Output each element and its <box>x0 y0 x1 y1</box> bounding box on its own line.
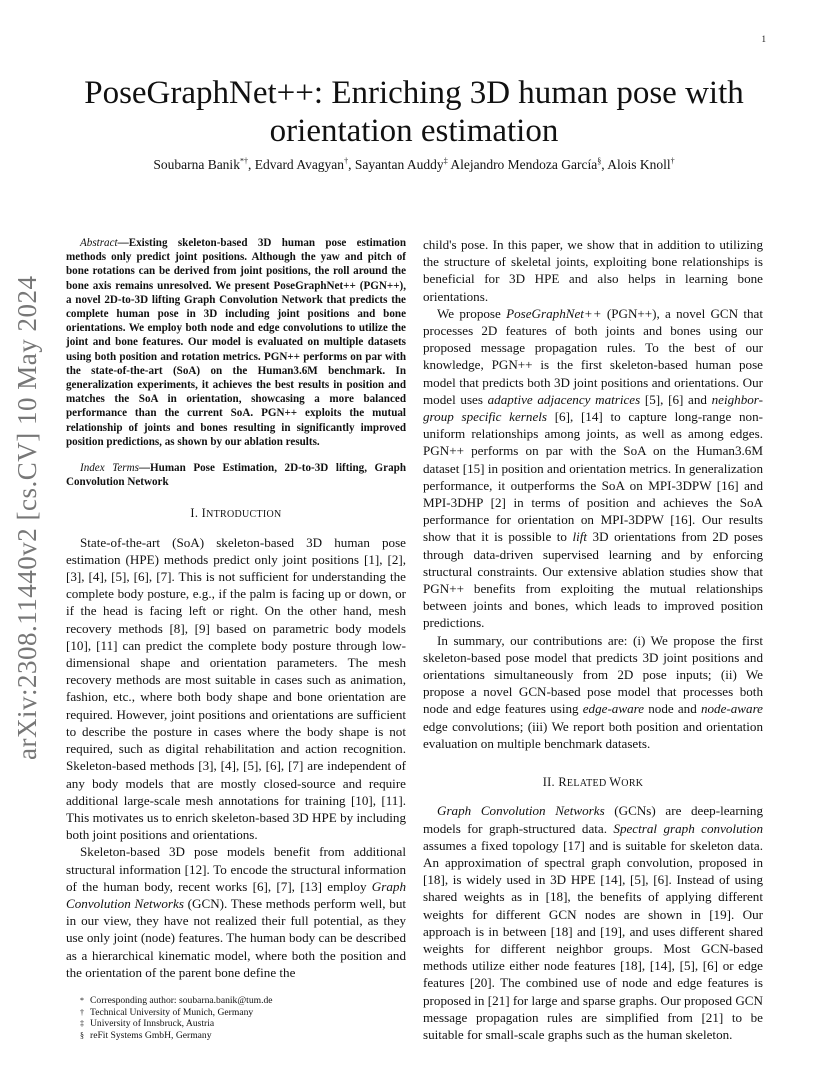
intro-paragraph-1: State-of-the-art (SoA) skeleton-based 3D human pose estimation (HPE) methods predict only joint positions [1], [2], [3], [4], [5], [6], [7]. This is not sufficient for understanding the complete body posture, e.g., if the palm is facing up or down, or if the head is facing left or right. On the other hand, mesh recovery methods [8], [9] based on parametric body models [10], [11] can predict the complete body posture through low-dimensional shape and orientation parameters. The mesh recovery methods are most suitable in cases such as animation, fashion, etc., where both body shape and bone orientation are required. However, joint positions and orientations are sufficient to describe the posture in cases where the body shape is not required, such as digital rehabilitation and action recognition. Skeleton-based methods [3], [4], [5], [6], [7] are independent of any body models that are mostly closed-source and require additional large-scale mesh annotations for training [10], [11]. This motivates us to enrich skeleton-based 3D HPE by including both joint positions and orientations. <box>66 534 406 843</box>
author: Alejandro Mendoza García <box>450 157 598 172</box>
right-paragraph-3: In summary, our contributions are: (i) We propose the first skeleton-based pose model that predicts 3D joint positions and orientations simultaneously from 2D pose inputs; (ii) We propose a novel GCN-based pose model that processes both node and edge features using edge-aware node and node-aware edge convolutions; (iii) We report both position and orientation evaluation on multiple benchmark datasets. <box>423 632 763 751</box>
abstract <box>66 236 406 449</box>
left-column <box>66 236 406 1041</box>
paper-title: PoseGraphNet++: Enriching 3D human pose with orientation estimation <box>84 75 744 149</box>
arxiv-identifier: arXiv:2308.11440v2 [cs.CV] 10 May 2024 <box>12 275 42 760</box>
footnote: * Corresponding author: soubarna.banik@tum.de <box>80 994 273 1006</box>
abstract-label: Abstract <box>80 237 118 249</box>
section-heading-related-work: II. RELATED WORK <box>542 775 644 790</box>
author-mark: *† <box>239 156 248 166</box>
author-mark: † <box>344 156 349 166</box>
author-mark: ‡ <box>443 156 448 166</box>
intro-paragraph-2: Skeleton-based 3D pose models benefit from additional structural information [12]. To encode the structural information of the human body, recent works [6], [7], [13] employ Graph Convolution Networks (GCN). These methods perform well, but in our view, they have not realized their full potential, as they use only joint (node) features. The human body can be described as a hierarchical kinematic model, where both the position and the orientation of the parent bone define the <box>66 844 406 980</box>
related-paragraph-1: Graph Convolution Networks (GCNs) are deep-learning models for graph-structured data. Spectral graph convolution assumes a fixed topology [17] and is suitable for skeleton data. An approximation of spectral graph convolution, proposed in [18], is widely used in 3D HPE [14], [5], [6]. Instead of using shared weights as in [18], the benefits of applying different weights for different GCN nodes are shown in [19]. Our approach is in between [18] and [19], and uses different shared weights for different neighbor groups. Most GCN-based methods utilize either node features [18], [14], [5], [6] or edge features [20]. The combined use of node and edge features is proposed in [21] for large and sparse graphs. Our proposed GCN message propagation rules are simplified from [21] to be suitable for small-scale graphs such as the human skeleton. <box>423 803 763 1042</box>
index-terms <box>66 461 406 489</box>
right-column <box>423 236 763 1043</box>
author-mark: § <box>597 156 602 166</box>
page-number: 1 <box>761 34 766 44</box>
author-list: Soubarna Banik*†, Edvard Avagyan†, Sayantan Auddy‡ Alejandro Mendoza García§, Alois Knoll† <box>153 156 675 172</box>
author: Alois Knoll <box>607 157 671 172</box>
footnote: ‡ University of Innsbruck, Austria <box>80 1018 215 1030</box>
footnote: § reFit Systems GmbH, Germany <box>80 1029 212 1041</box>
footnotes <box>66 995 406 1041</box>
index-terms-label: Index Terms <box>80 462 139 475</box>
author: Soubarna Banik <box>153 157 240 172</box>
right-paragraph-2: We propose PoseGraphNet++ (PGN++), a novel GCN that processes 2D features of both joints and bones using our proposed message propagation rules. To the best of our knowledge, PGN++ is the first skeleton-based human pose model that predicts both 3D joint positions and orientations. Our model uses adaptive adjacency matrices [5], [6] and neighbor-group specific kernels [6], [14] to capture long-range non-uniform relationships among joints, as well as among edges. PGN++ performs on par with the SoA on the Human3.6M dataset [15] in position and orientation metrics. In generalization performance, it outperforms the SoA on MPI-3DPW [16] and MPI-3DHP [2] in terms of position and achieves the SoA performance for orientation on MPI-3DPW [16]. Our results show that it is possible to lift 3D orientations from 2D poses through data-driven supervised learning and by enforcing structural constraints. Our extensive ablation studies show that PGN++ benefits from exploiting the mutual relationships between joints and bones, which leads to improved position predictions. <box>423 305 763 631</box>
abstract-text: —Existing skeleton-based 3D human pose estimation methods only predict joint positions. Although the yaw and pitch of bone rotations can be derived from joint positions, the roll around the bone axis remains unresolved. We present PoseGraphNet++ (PGN++), a novel 2D-to-3D lifting Graph Convolution Network that predicts the complete human pose in 3D including joint positions and bone orientations. We employ both node and edge convolutions to utilize the joint and bone features. Our model is evaluated on multiple datasets using both position and rotation metrics. PGN++ performs on par with the state-of-the-art (SoA) on the Human3.6M benchmark. In generalization experiments, it achieves the best results in position and matches the SoA in orientation, showcasing a more balanced performance than the current SoA. PGN++ exploits the mutual relationship of joints and bones resulting in significantly improved position predictions, as shown by our ablation results. <box>66 237 406 448</box>
section-heading-introduction: I. INTRODUCTION <box>190 506 282 521</box>
index-terms-text: —Human Pose Estimation, 2D-to-3D lifting, Graph Convolution Network <box>66 462 406 489</box>
author: Sayantan Auddy <box>354 157 444 172</box>
author-mark: † <box>670 156 675 166</box>
author: Edvard Avagyan <box>254 157 345 172</box>
footnote: † Technical University of Munich, Germany <box>80 1006 254 1018</box>
right-paragraph-1: child's pose. In this paper, we show that in addition to utilizing the structure of skeletal joints, exploiting bone relationships is beneficial for 3D HPE and also helps in learning bone orientations. <box>423 237 763 304</box>
